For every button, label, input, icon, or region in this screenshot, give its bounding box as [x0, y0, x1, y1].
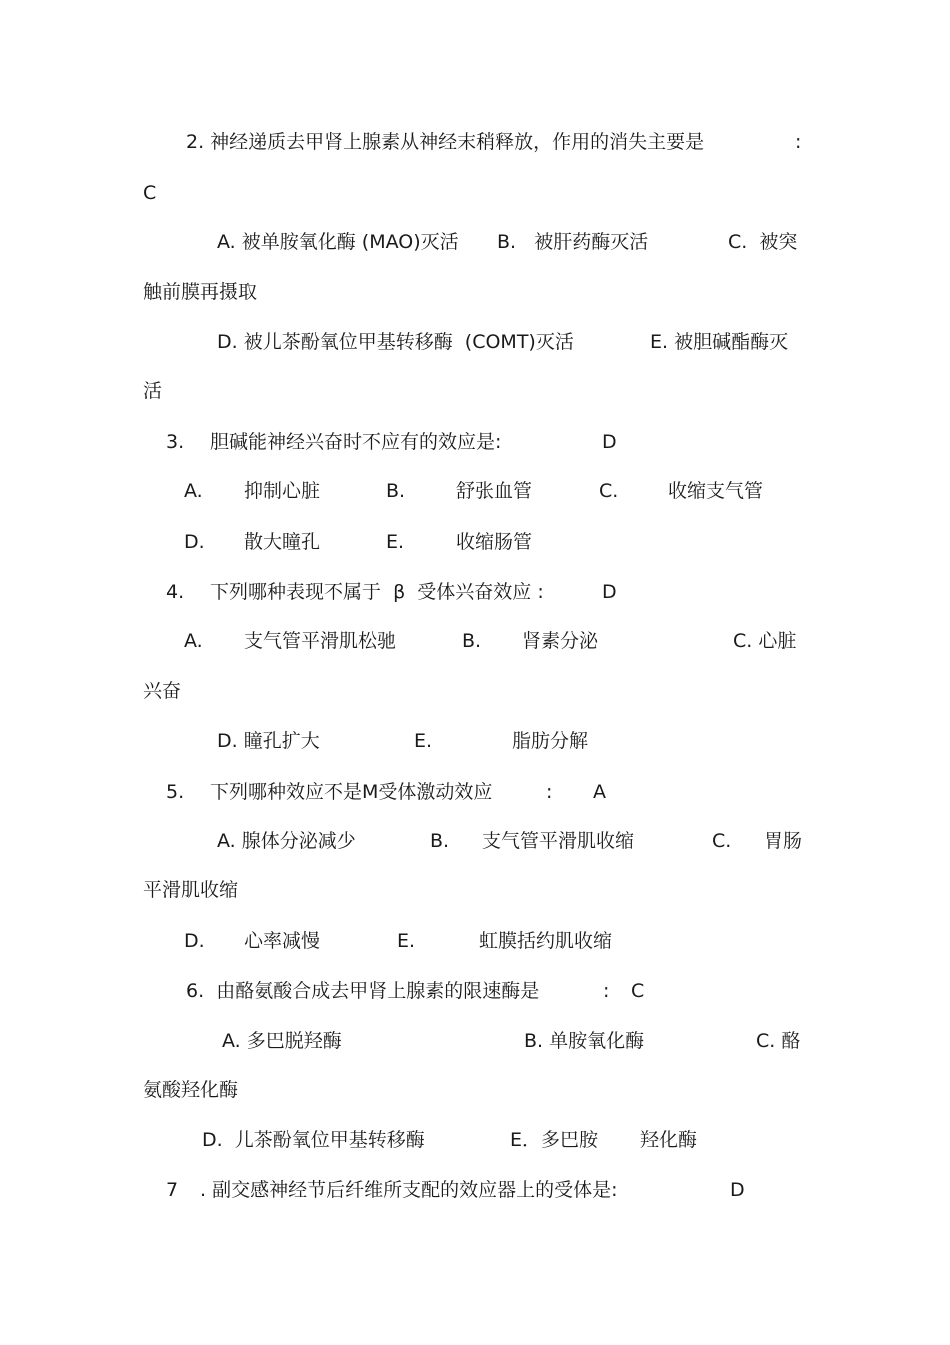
- q5-number: 5.: [166, 781, 185, 803]
- q7-text: . 副交感神经节后纤维所支配的效应器上的受体是:: [200, 1179, 618, 1201]
- q5-option-c: 胃肠: [764, 830, 803, 852]
- q3-text: 胆碱能神经兴奋时不应有的效应是:: [210, 431, 502, 453]
- q5-colon: :: [546, 781, 553, 803]
- q6-option-c: C. 酪: [756, 1030, 801, 1052]
- q3-option-d-letter: D.: [184, 531, 205, 553]
- q2-option-b: B. 被肝药酶灭活: [497, 231, 649, 253]
- q4-option-d: D. 瞳孔扩大: [217, 730, 320, 752]
- q7-number: 7: [166, 1179, 179, 1201]
- q7-answer: D: [730, 1179, 745, 1201]
- q5-option-c-letter: C.: [712, 830, 732, 852]
- q3-option-e-letter: E.: [386, 531, 405, 553]
- q6-option-e: E．多巴胺: [510, 1129, 599, 1151]
- q3-option-a: 抑制心脏: [244, 480, 321, 502]
- q3-option-e: 收缩肠管: [456, 531, 533, 553]
- q2-option-e-cont: 活: [143, 380, 163, 402]
- q5-option-d-letter: D.: [184, 930, 205, 952]
- q3-answer: D: [602, 431, 617, 453]
- q4-answer: D: [602, 581, 617, 603]
- q5-option-c-cont: 平滑肌收缩: [143, 879, 239, 901]
- q6-option-b: B. 单胺氧化酶: [524, 1030, 645, 1052]
- q3-option-a-letter: A.: [184, 480, 203, 502]
- q3-option-c-letter: C.: [599, 480, 619, 502]
- q6-option-d: D. 儿茶酚氧位甲基转移酶: [202, 1129, 425, 1151]
- q6-option-e-cont: 羟化酶: [640, 1129, 698, 1151]
- q4-number: 4.: [166, 581, 185, 603]
- q5-option-e: 虹膜括约肌收缩: [479, 930, 613, 952]
- q5-answer: A: [593, 781, 606, 803]
- q2-option-a: A. 被单胺氧化酶 (MAO)灭活: [217, 231, 459, 253]
- q5-option-b: 支气管平滑肌收缩: [482, 830, 635, 852]
- q4-option-c-cont: 兴奋: [143, 680, 182, 702]
- q6-colon: :: [603, 980, 610, 1002]
- q6-text: 6. 由酪氨酸合成去甲肾上腺素的限速酶是: [186, 980, 540, 1002]
- q2-option-d: D. 被儿茶酚氧位甲基转移酶 (COMT)灭活: [217, 331, 574, 353]
- q3-option-b: 舒张血管: [456, 480, 533, 502]
- q2-colon: :: [795, 131, 802, 153]
- q2-option-e: E. 被胆碱酯酶灭: [650, 331, 789, 353]
- q4-option-a-letter: A.: [184, 630, 203, 652]
- q5-option-e-letter: E.: [397, 930, 416, 952]
- q3-option-c: 收缩支气管: [668, 480, 764, 502]
- q5-option-b-letter: B.: [430, 830, 450, 852]
- q2-option-c-cont: 触前膜再摄取: [143, 281, 258, 303]
- q5-option-d: 心率减慢: [244, 930, 321, 952]
- q3-option-b-letter: B.: [386, 480, 406, 502]
- q6-option-a: A. 多巴脱羟酶: [222, 1030, 342, 1052]
- q2-text: 2. 神经递质去甲肾上腺素从神经末稍释放，作用的消失主要是: [186, 131, 705, 153]
- q4-option-a: 支气管平滑肌松驰: [244, 630, 397, 652]
- q4-option-b-letter: B.: [462, 630, 482, 652]
- q6-option-c-cont: 氨酸羟化酶: [143, 1079, 239, 1101]
- q6-answer: C: [631, 980, 645, 1002]
- q4-option-c: C. 心脏: [733, 630, 797, 652]
- q5-option-a: A. 腺体分泌减少: [217, 830, 356, 852]
- q2-answer: C: [143, 182, 157, 204]
- q4-option-e: 脂肪分解: [512, 730, 589, 752]
- q4-option-b: 肾素分泌: [522, 630, 599, 652]
- q2-option-c: C. 被突: [728, 231, 798, 253]
- q3-option-d: 散大瞳孔: [244, 531, 321, 553]
- q4-text: 下列哪种表现不属于 β 受体兴奋效应 :: [210, 581, 544, 603]
- q5-text: 下列哪种效应不是M受体激动效应: [210, 781, 493, 803]
- q4-option-e-letter: E.: [414, 730, 433, 752]
- q3-number: 3.: [166, 431, 185, 453]
